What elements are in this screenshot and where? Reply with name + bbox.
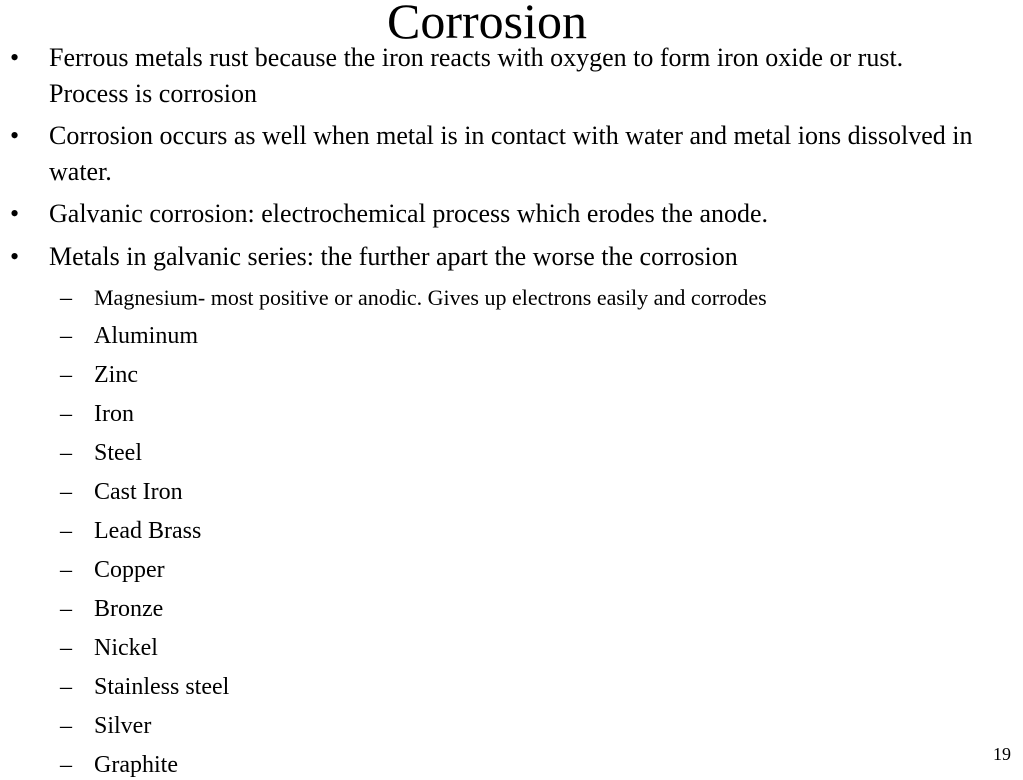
galvanic-series-text: Cast Iron [94, 479, 183, 505]
bullet-text: Ferrous metals rust because the iron reacts with oxygen to form iron oxide or rust. Process is corrosion [49, 43, 904, 108]
bullet-text: Corrosion occurs as well when metal is in contact with water and metal ions dissolved in water. [49, 121, 973, 186]
bullet-dot-icon: • [10, 199, 20, 228]
galvanic-series-text: Lead Brass [94, 518, 202, 544]
galvanic-series-text: Bronze [94, 596, 164, 622]
dash-icon: – [60, 557, 72, 583]
dash-icon: – [60, 323, 72, 349]
bullet-dot-icon: • [10, 43, 20, 72]
galvanic-series-text: Magnesium- most positive or anodic. Gives up electrons easily and corrodes [94, 285, 767, 310]
galvanic-series-text: Zinc [94, 362, 138, 388]
dash-icon: – [60, 401, 72, 427]
dash-icon: – [60, 713, 72, 739]
slide-title: Corrosion [387, 0, 587, 49]
galvanic-series-text: Steel [94, 440, 142, 466]
dash-icon: – [60, 518, 72, 544]
galvanic-series-text: Stainless steel [94, 674, 230, 700]
dash-icon: – [60, 440, 72, 466]
galvanic-series-text: Graphite [94, 752, 178, 778]
galvanic-series-text: Aluminum [94, 323, 199, 349]
dash-icon: – [60, 362, 72, 388]
galvanic-series-text: Copper [94, 557, 165, 583]
dash-icon: – [60, 596, 72, 622]
bullet-text: Galvanic corrosion: electrochemical process which erodes the anode. [49, 199, 769, 228]
dash-icon: – [60, 285, 72, 311]
bullet-text: Metals in galvanic series: the further apart the worse the corrosion [49, 242, 738, 271]
bullet-dot-icon: • [10, 121, 20, 150]
galvanic-series-text: Nickel [94, 635, 158, 661]
dash-icon: – [60, 674, 72, 700]
dash-icon: – [60, 479, 72, 505]
bullet-dot-icon: • [10, 242, 20, 271]
galvanic-series-text: Silver [94, 713, 152, 739]
dash-icon: – [60, 752, 72, 778]
dash-icon: – [60, 635, 72, 661]
galvanic-series-text: Iron [94, 401, 134, 427]
page-number: 19 [993, 744, 1011, 764]
